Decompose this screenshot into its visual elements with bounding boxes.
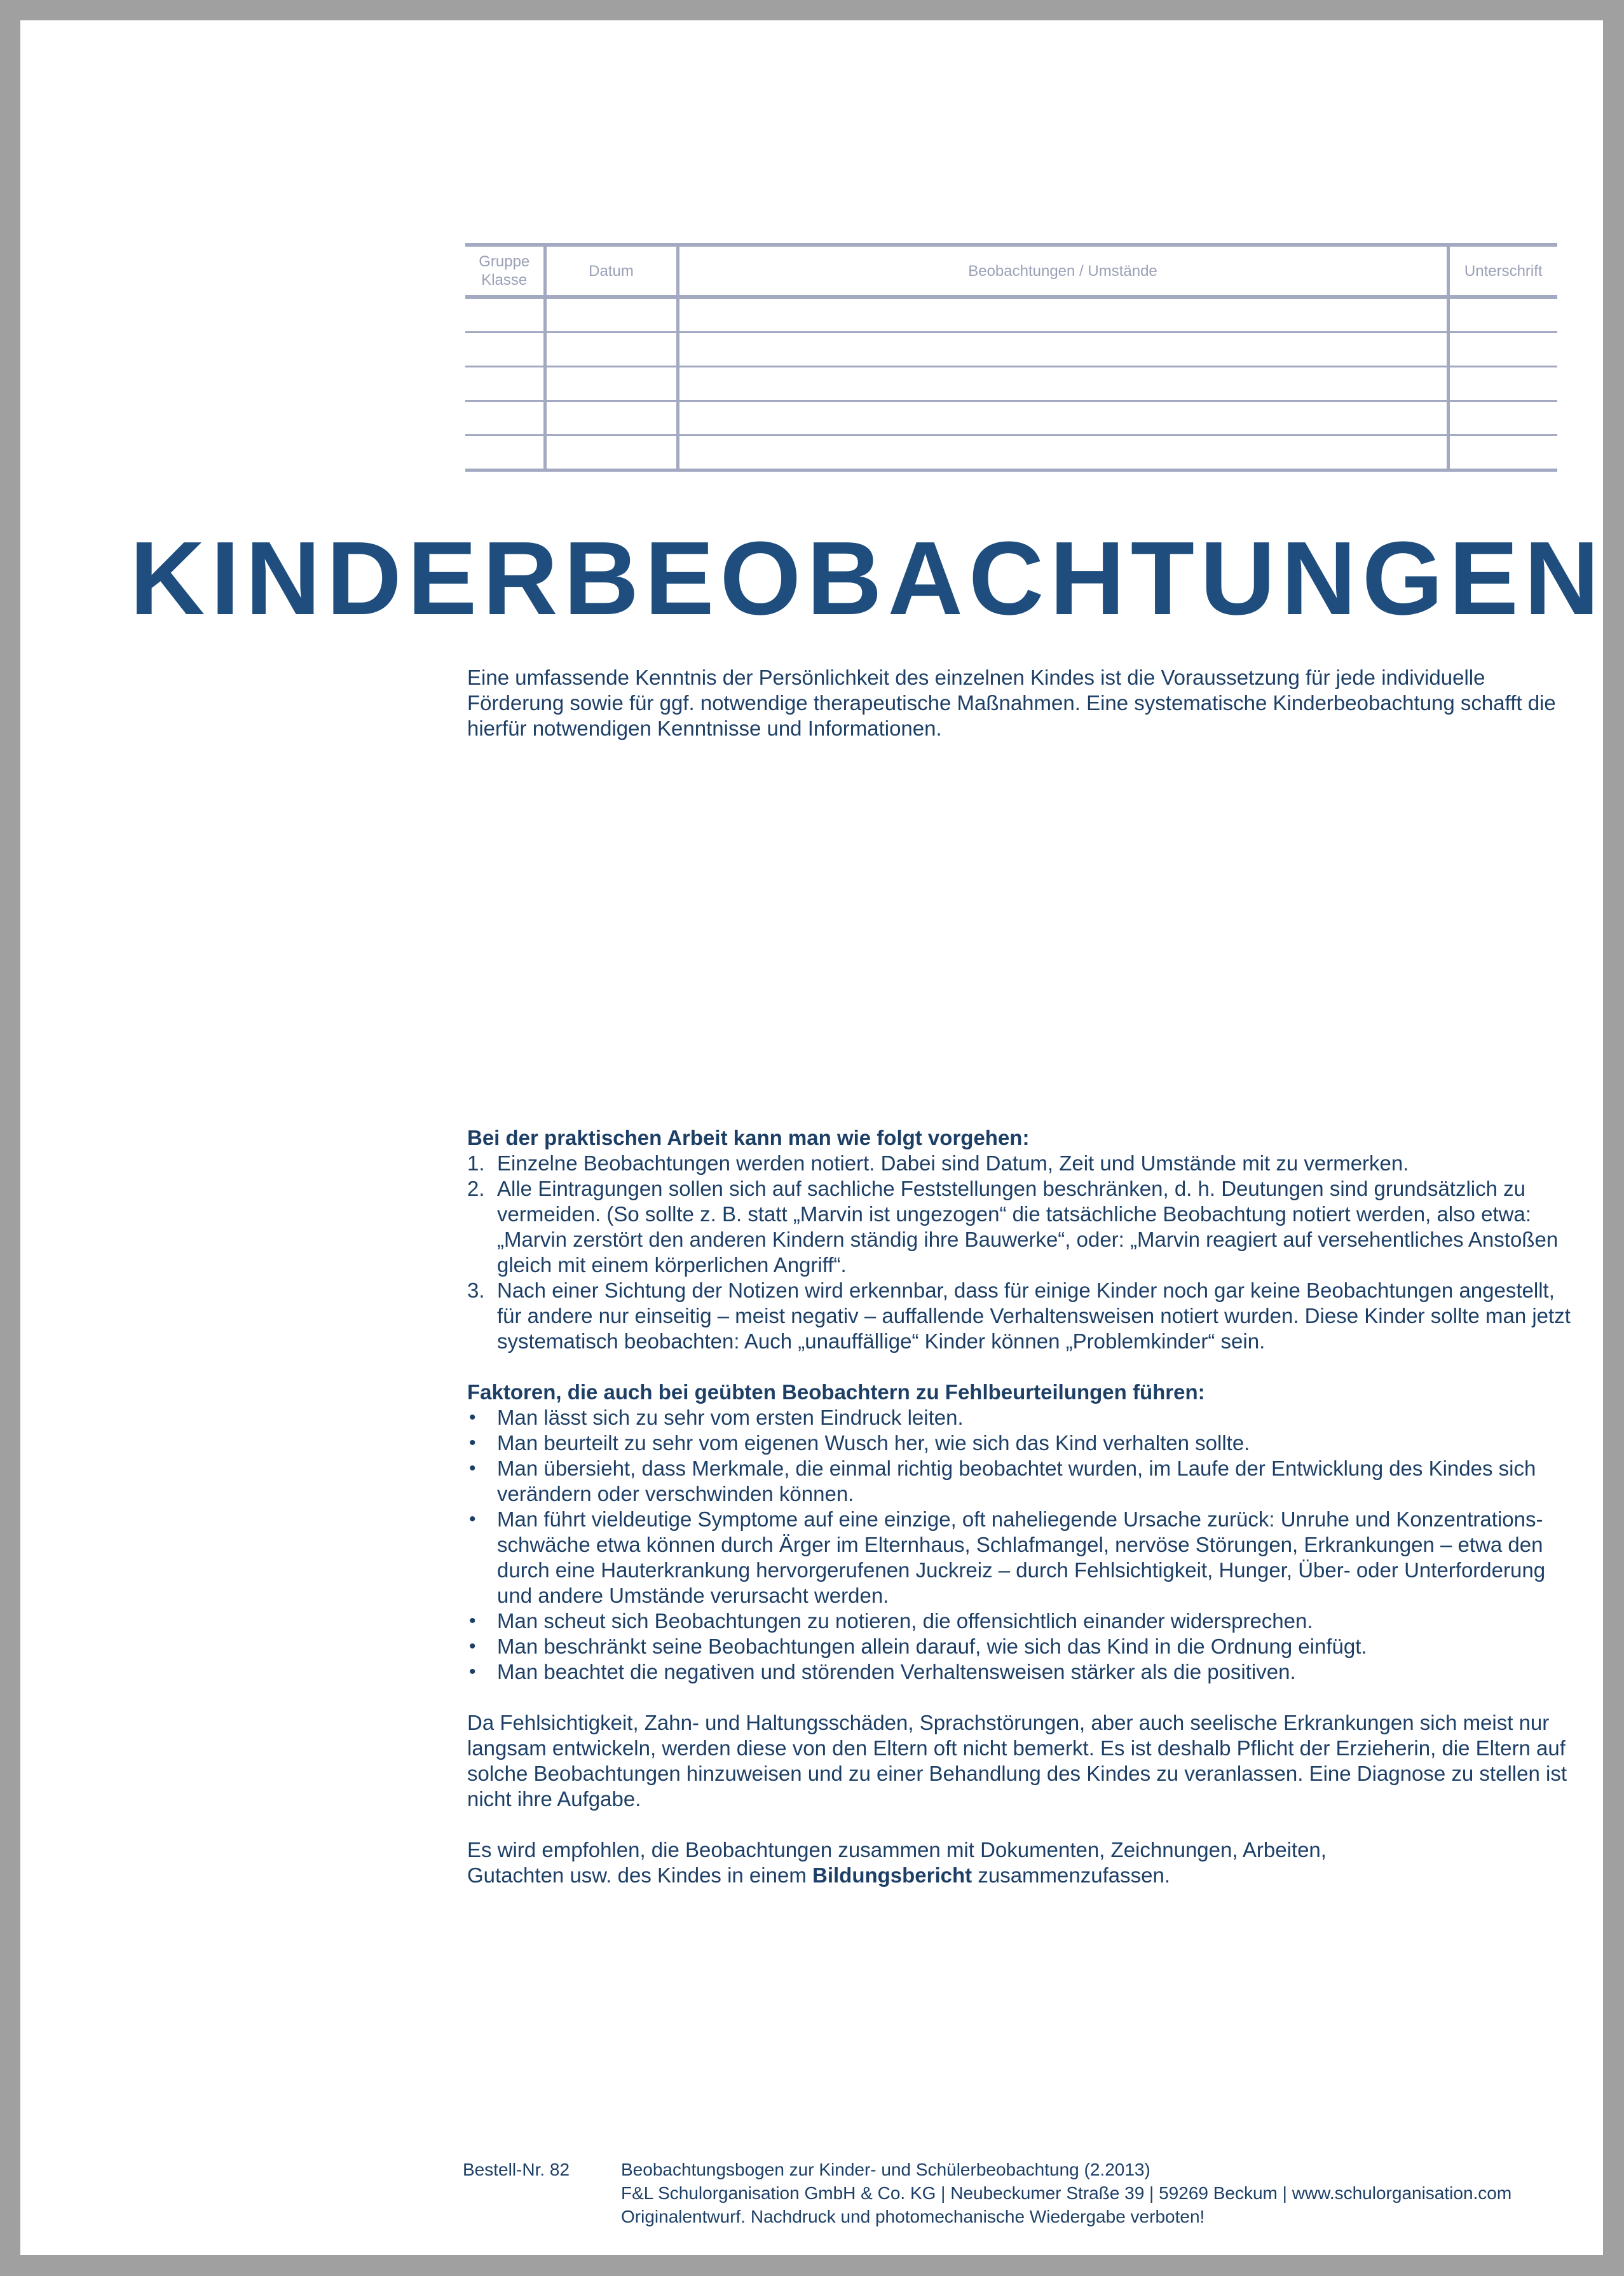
cell-beobachtung[interactable] <box>678 367 1448 401</box>
cell-gruppe[interactable] <box>465 435 545 470</box>
list-item-text: Man beurteilt zu sehr vom eigenen Wusch her, wie sich das Kind verhalten sollte. <box>497 1431 1250 1455</box>
list-item <box>467 1278 1573 1354</box>
cell-unterschrift[interactable] <box>1448 435 1557 470</box>
recommendation-line-1: Es wird empfohlen, die Beobachtungen zusammen mit Dokumenten, Zeichnungen, Arbeiten, <box>467 1838 1327 1861</box>
list-item <box>467 1507 1573 1608</box>
bullet-icon: • <box>469 1432 476 1453</box>
recommendation-paragraph <box>467 1837 1573 1888</box>
bullet-icon: • <box>469 1661 476 1682</box>
list-item <box>467 1659 1573 1685</box>
table-row <box>465 297 1557 332</box>
bullet-icon: • <box>469 1509 476 1530</box>
intro-section <box>467 665 1573 741</box>
list-item <box>467 1430 1573 1456</box>
cell-datum[interactable] <box>545 297 678 332</box>
intro-paragraph: Eine umfassende Kenntnis der Persönlichkeit des einzelnen Kindes ist die Voraussetzung für jede individuelle Förderung sowie für ggf. notwendige therapeutische Maßnahmen. Eine systematische Kinderbeobachtung schafft die hierfür notwendigen Kenntnisse und Informationen. <box>467 666 1556 740</box>
procedure-heading: Bei der praktischen Arbeit kann man wie folgt vorgehen: <box>467 1126 1030 1149</box>
header-gruppe-klasse <box>465 245 545 297</box>
guidelines-section <box>467 1125 1573 1888</box>
bullet-icon: • <box>469 1407 476 1428</box>
procedure-list <box>467 1151 1573 1354</box>
factors-heading: Faktoren, die auch bei geübten Beobachtern zu Fehlbeurteilungen führen: <box>467 1380 1205 1404</box>
footer-copyright-line: Originalentwurf. Nachdruck und photomechanische Wiedergabe verboten! <box>621 2207 1205 2226</box>
list-item <box>467 1151 1573 1176</box>
table-row <box>465 401 1557 435</box>
cell-unterschrift[interactable] <box>1448 297 1557 332</box>
bildungsbericht-term: Bildungsbericht <box>812 1863 972 1887</box>
table-row <box>465 367 1557 401</box>
list-item-text: Nach einer Sichtung der Notizen wird erkennbar, dass für einige Kinder noch gar keine Beobachtungen angestellt, für andere nur einseitig – meist negativ – auffallende Verhaltensweisen notiert wurden. Diese Kinder sollte man jetzt systematisch beobachten: Auch „unauffällige“ Kinder können „Problemkinder“ sein. <box>497 1279 1571 1353</box>
parents-note-paragraph: Da Fehlsichtigkeit, Zahn- und Haltungsschäden, Sprachstörungen, aber auch seelische Erkrankungen sich meist nur langsam entwickeln, werden diese von den Eltern oft nicht bemerkt. Es ist deshalb Pflicht der Erzieherin, die Eltern auf solche Beobachtungen hinzuweisen und zu einer Behandlung des Kindes zu veranlassen. Eine Diagnose zu stellen ist nicht ihre Aufgabe. <box>467 1711 1567 1811</box>
header-unterschrift: Unterschrift <box>1448 245 1557 297</box>
header-beobachtungen: Beobachtungen / Umstände <box>678 245 1448 297</box>
observation-table <box>465 243 1557 472</box>
list-item <box>467 1405 1573 1430</box>
order-number: Bestell-Nr. 82 <box>463 2160 570 2179</box>
list-item-text: Einzelne Beobachtungen werden notiert. Dabei sind Datum, Zeit und Umstände mit zu vermerken. <box>497 1151 1409 1175</box>
cell-gruppe[interactable] <box>465 401 545 435</box>
cell-datum[interactable] <box>545 332 678 367</box>
header-klasse-label: Klasse <box>481 271 528 289</box>
recommendation-line-2-start: Gutachten usw. des Kindes in einem <box>467 1863 812 1887</box>
list-item-text: Man scheut sich Beobachtungen zu notieren, die offensichtlich einander widersprechen. <box>497 1609 1313 1633</box>
list-item-text: Man lässt sich zu sehr vom ersten Eindruck leiten. <box>497 1406 964 1429</box>
header-datum: Datum <box>545 245 678 297</box>
list-item <box>467 1456 1573 1507</box>
list-number: 2. <box>467 1177 485 1200</box>
list-item-text: Man übersieht, dass Merkmale, die einmal richtig beobachtet wurden, im Laufe der Entwicklung des Kindes sich verändern oder verschwinden können. <box>497 1457 1536 1505</box>
cell-datum[interactable] <box>545 435 678 470</box>
list-item-text: Man beschränkt seine Beobachtungen allein darauf, wie sich das Kind in die Ordnung einfügt. <box>497 1635 1367 1658</box>
list-item <box>467 1608 1573 1634</box>
list-item-text: Alle Eintragungen sollen sich auf sachliche Feststellungen beschränken, d. h. Deutungen sind grundsätzlich zu vermeiden. (So sollte z. B. statt „Marvin ist ungezogen“ die tatsächliche Beobachtung notiert werden, also etwa: „Marvin zerstört den anderen Kindern ständig ihre Bauwerke“, oder: „Marvin reagiert auf versehentliches Anstoßen gleich mit einem körperlichen Angriff“. <box>497 1177 1559 1277</box>
footer-product-line: Beobachtungsbogen zur Kinder- und Schülerbeobachtung (2.2013) <box>621 2160 1150 2179</box>
cell-unterschrift[interactable] <box>1448 332 1557 367</box>
header-gruppe-label: Gruppe <box>479 253 530 270</box>
cell-gruppe[interactable] <box>465 332 545 367</box>
page-title: KINDERBEOBACHTUNGEN <box>130 520 1606 636</box>
list-number: 1. <box>467 1151 485 1175</box>
bullet-icon: • <box>469 1636 476 1657</box>
table-row <box>465 435 1557 470</box>
bullet-icon: • <box>469 1458 476 1479</box>
recommendation-line-2-end: zusammenzufassen. <box>972 1863 1170 1887</box>
cell-unterschrift[interactable] <box>1448 401 1557 435</box>
list-item <box>467 1634 1573 1659</box>
list-item-text: Man führt vieldeutige Symptome auf eine einzige, oft naheliegende Ursache zurück: Unruhe und Konzentrations-schwäche etwa können durch Ärger im Elternhaus, Schlafmangel, nervöse Störungen, Erkrankungen – etwa den durch eine Hauterkrankung hervorgerufenen Juckreiz – durch Fehlsichtigkeit, Hunger, Über- oder Unterforderung und andere Umstände verursacht werden. <box>497 1507 1546 1607</box>
table-row <box>465 332 1557 367</box>
list-item-text: Man beachtet die negativen und störenden Verhaltensweisen stärker als die positiven. <box>497 1660 1296 1683</box>
list-item <box>467 1176 1573 1278</box>
spacer <box>467 1812 1573 1837</box>
table-header-row <box>465 245 1557 297</box>
footer-info <box>621 2158 1511 2228</box>
cell-beobachtung[interactable] <box>678 297 1448 332</box>
spacer <box>467 1354 1573 1380</box>
list-number: 3. <box>467 1279 485 1302</box>
cell-datum[interactable] <box>545 401 678 435</box>
cell-gruppe[interactable] <box>465 367 545 401</box>
cell-beobachtung[interactable] <box>678 332 1448 367</box>
document-page <box>20 20 1606 2255</box>
cell-datum[interactable] <box>545 367 678 401</box>
cell-gruppe[interactable] <box>465 297 545 332</box>
footer-publisher-line: F&L Schulorganisation GmbH & Co. KG | Neubeckumer Straße 39 | 59269 Beckum | www.schulorganisation.com <box>621 2183 1512 2203</box>
factors-list <box>467 1405 1573 1685</box>
cell-beobachtung[interactable] <box>678 401 1448 435</box>
cell-beobachtung[interactable] <box>678 435 1448 470</box>
bullet-icon: • <box>469 1610 476 1631</box>
spacer <box>467 1685 1573 1710</box>
cell-unterschrift[interactable] <box>1448 367 1557 401</box>
page-footer <box>463 2158 1511 2228</box>
